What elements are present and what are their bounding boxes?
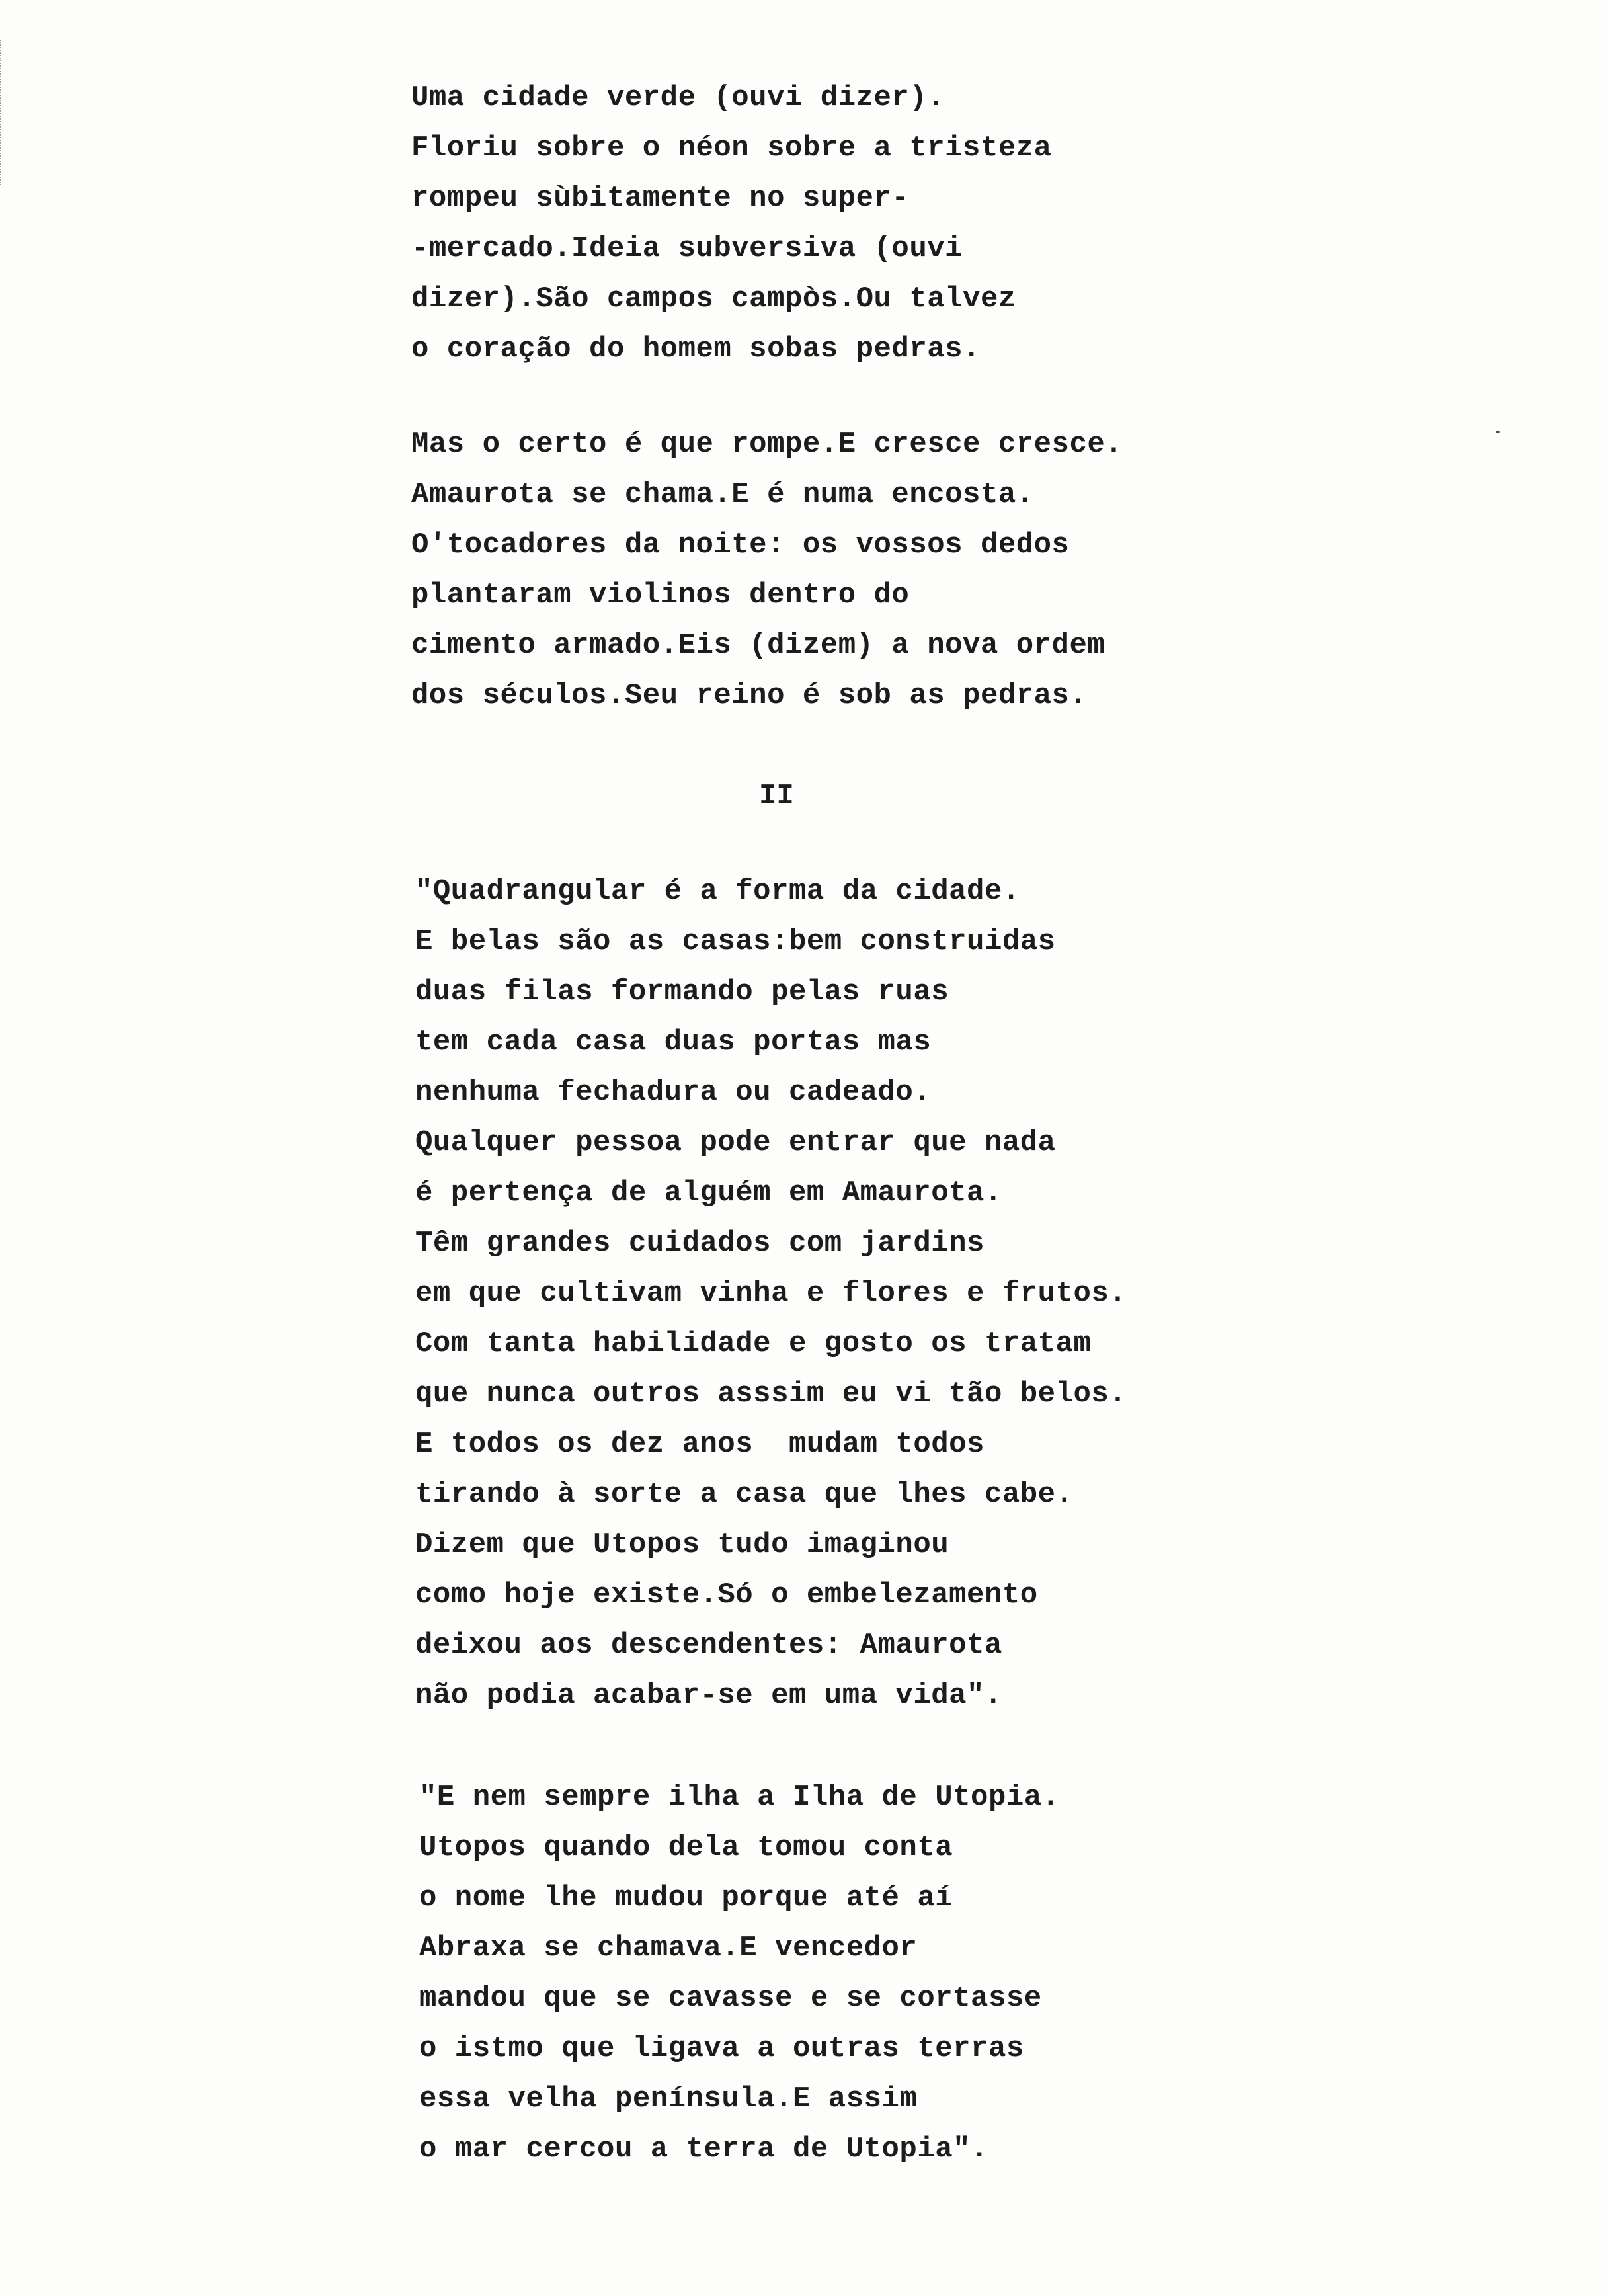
- poem-line: tirando à sorte a casa que lhes cabe.: [415, 1478, 1074, 1511]
- stanza-3: [415, 866, 1127, 1721]
- poem-line: em que cultivam vinha e flores e frutos.: [415, 1277, 1127, 1310]
- stanza-4: [419, 1772, 1060, 2174]
- poem-line: essa velha península.E assim: [419, 2082, 918, 2115]
- stanza-1: [411, 73, 1052, 374]
- poem-line: Qualquer pessoa pode entrar que nada: [415, 1126, 1056, 1159]
- poem-line: Abraxa se chamava.E vencedor: [419, 1932, 918, 1965]
- poem-line: cimento armado.Eis (dizem) a nova ordem: [411, 629, 1106, 662]
- poem-line: Floriu sobre o néon sobre a tristeza: [411, 132, 1052, 165]
- poem-line: plantaram violinos dentro do: [411, 579, 910, 612]
- poem-line: duas filas formando pelas ruas: [415, 975, 949, 1008]
- poem-line: dos séculos.Seu reino é sob as pedras.: [411, 679, 1088, 712]
- poem-line: nenhuma fechadura ou cadeado.: [415, 1076, 932, 1109]
- poem-line: o mar cercou a terra de Utopia".: [419, 2133, 988, 2166]
- poem-line: O'tocadores da noite: os vossos dedos: [411, 528, 1070, 561]
- poem-line: -mercado.Ideia subversiva (ouvi: [411, 232, 963, 265]
- poem-line: deixou aos descendentes: Amaurota: [415, 1629, 1002, 1662]
- binding-edge-marks: [0, 40, 5, 185]
- poem-line: dizer).São campos campòs.Ou talvez: [411, 282, 1016, 315]
- poem-line: mandou que se cavasse e se cortasse: [419, 1982, 1042, 2015]
- stanza-2: [411, 419, 1123, 721]
- poem-line: é pertença de alguém em Amaurota.: [415, 1176, 1002, 1210]
- poem-line: como hoje existe.Só o embelezamento: [415, 1578, 1038, 1612]
- poem-line: "E nem sempre ilha a Ilha de Utopia.: [419, 1781, 1060, 1814]
- poem-line: o nome lhe mudou porque até aí: [419, 1881, 953, 1914]
- section-numeral: II: [759, 780, 794, 813]
- poem-line: não podia acabar-se em uma vida".: [415, 1679, 1002, 1712]
- poem-line: Amaurota se chama.E é numa encosta.: [411, 478, 1034, 511]
- poem-line: o istmo que ligava a outras terras: [419, 2032, 1024, 2065]
- poem-line: tem cada casa duas portas mas: [415, 1026, 932, 1059]
- poem-line: rompeu sùbitamente no super-: [411, 182, 910, 215]
- poem-line: que nunca outros asssim eu vi tão belos.: [415, 1377, 1127, 1411]
- poem-line: "Quadrangular é a forma da cidade.: [415, 875, 1020, 908]
- poem-line: E belas são as casas:bem construidas: [415, 925, 1056, 958]
- poem-line: Com tanta habilidade e gosto os tratam: [415, 1327, 1092, 1360]
- poem-line: Mas o certo é que rompe.E cresce cresce.: [411, 428, 1123, 461]
- poem-line: Têm grandes cuidados com jardins: [415, 1227, 985, 1260]
- poem-line: Utopos quando dela tomou conta: [419, 1831, 953, 1864]
- ink-speck: [1496, 431, 1500, 433]
- poem-line: Uma cidade verde (ouvi dizer).: [411, 81, 945, 114]
- poem-line: o coração do homem sobas pedras.: [411, 333, 981, 366]
- poem-line: Dizem que Utopos tudo imaginou: [415, 1528, 949, 1561]
- poem-line: E todos os dez anos mudam todos: [415, 1428, 985, 1461]
